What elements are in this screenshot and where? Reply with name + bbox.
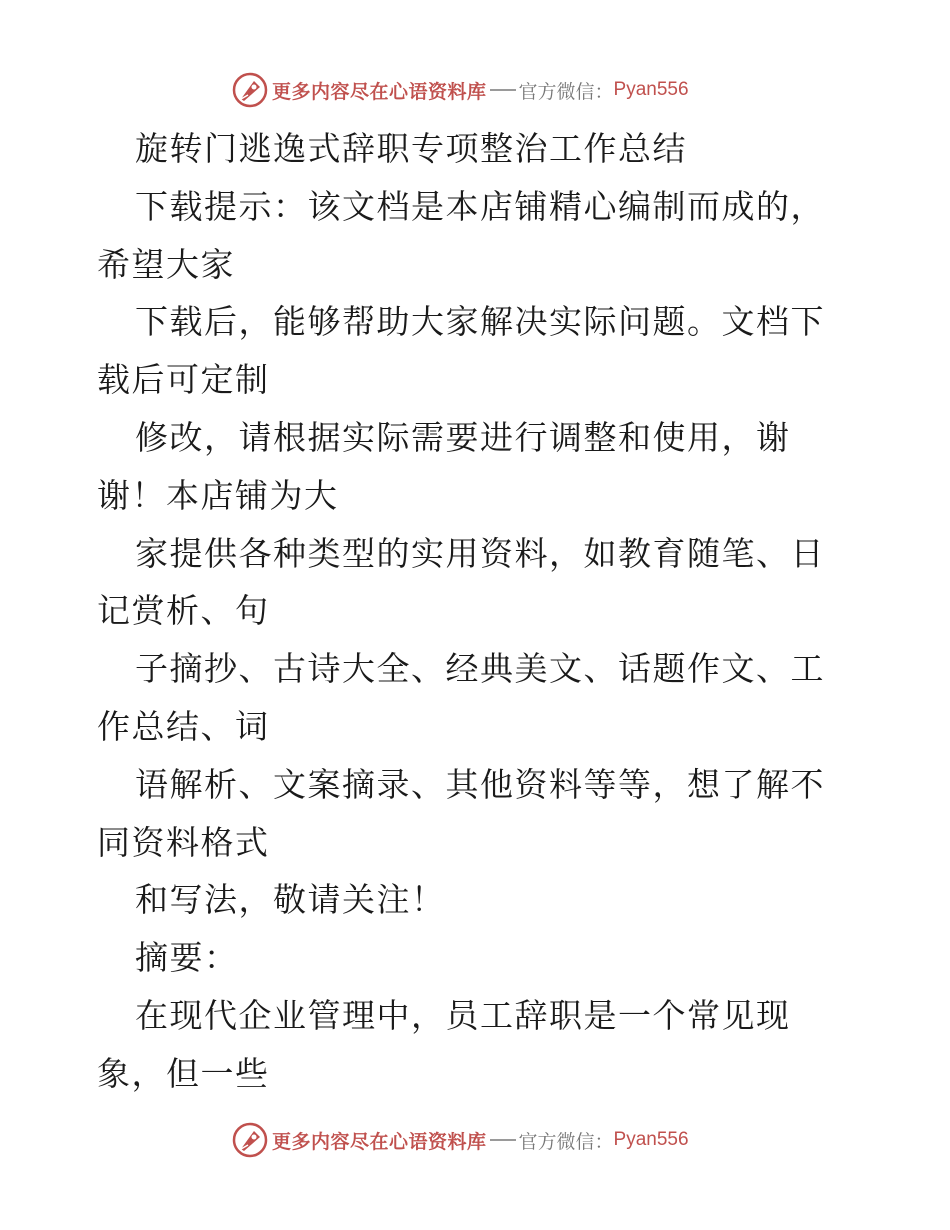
banner-dash (490, 1139, 516, 1141)
doc-paragraph: 语解析、文案摘录、其他资料等等，想了解不同资料格式 (97, 764, 825, 862)
pen-nib-logo-icon (232, 72, 268, 108)
doc-paragraph: 下载提示：该文档是本店铺精心编制而成的，希望大家 (97, 186, 825, 284)
banner-wechat-label: 官方微信： (518, 1130, 614, 1153)
banner-title: 更多内容尽在心语资料库 (272, 1130, 487, 1153)
banner-wechat-id: Pyan556 (613, 79, 689, 100)
pen-nib-logo-icon (232, 1122, 268, 1158)
document-body (97, 120, 857, 1103)
doc-paragraph: 子摘抄、古诗大全、经典美文、话题作文、工作总结、词 (97, 649, 825, 746)
doc-paragraph: 修改，请根据实际需要进行调整和使用，谢谢！本店铺为大 (97, 417, 791, 515)
abstract-heading: 摘要： (135, 938, 239, 978)
doc-title: 旋转门逃逸式辞职专项整治工作总结 (135, 129, 687, 168)
header-banner (232, 70, 689, 110)
banner-dash (490, 89, 516, 91)
doc-paragraph: 下载后，能够帮助大家解决实际问题。文档下载后可定制 (97, 302, 825, 400)
doc-paragraph: 在现代企业管理中，员工辞职是一个常见现象，但一些 (97, 995, 791, 1093)
banner-title: 更多内容尽在心语资料库 (272, 80, 487, 103)
doc-paragraph: 家提供各种类型的实用资料，如教育随笔、日记赏析、句 (97, 533, 825, 631)
banner-wechat-label: 官方微信： (518, 80, 614, 103)
footer-banner (232, 1120, 689, 1160)
doc-paragraph: 和写法，敬请关注！ (135, 880, 446, 920)
banner-wechat-id: Pyan556 (613, 1129, 689, 1150)
